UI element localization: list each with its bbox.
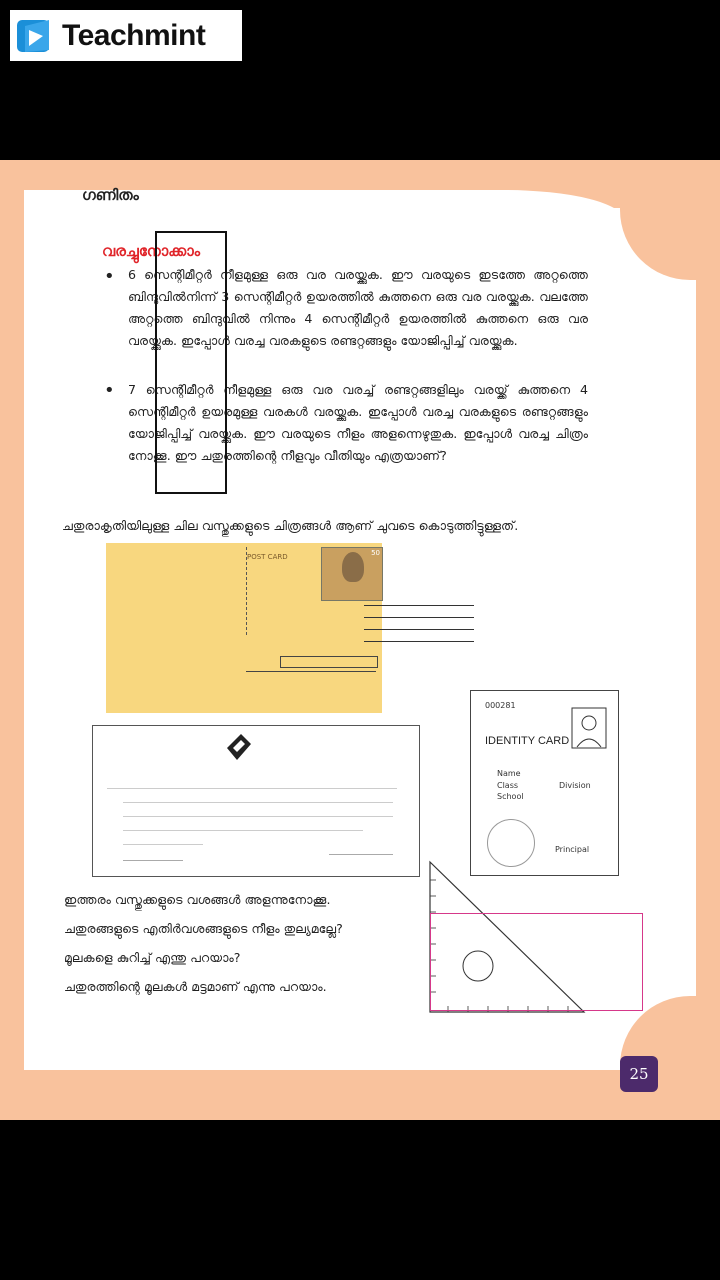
id-division-label: Division: [559, 781, 591, 790]
id-title: IDENTITY CARD: [485, 735, 570, 747]
subject-heading: ഗണിതം: [82, 186, 139, 204]
brand-name: Teachmint: [62, 18, 206, 52]
stamp-value: 50: [371, 549, 380, 557]
postcard-image: [106, 543, 382, 713]
bullet-dot: •: [104, 380, 115, 401]
id-number: 000281: [485, 701, 516, 710]
identity-card-image: [470, 690, 619, 876]
bullet-dot: •: [104, 266, 115, 287]
bullet-text-2: 7 സെന്റിമീറ്റർ നീളമുള്ള ഒരു വര വരച്ച് രണ്ടറ്റങ്ങളിലും വരയ്ക്ക് കുത്തനെ 4 സെന്റിമീറ്റർ ഉയരമുള്ള വരകൾ വരയ്ക്കുക. ഇപ്പോൾ വരച്ച വരകളുടെ രണ്ടറ്റങ്ങളും യോജിപ്പിച്ച് വരയ്ക്കുക. ഈ വരയുടെ നീളം അളന്നെഴുതുക. ഇപ്പോൾ വരച്ച ചിത്രം നോക്കൂ. ഈ ചതുരത്തിന്റെ നീളവും വീതിയും എത്രയാണ്?: [128, 382, 588, 463]
emblem-icon: [221, 730, 257, 766]
bullet-text-1: 6 സെന്റിമീറ്റർ നീളമുള്ള ഒരു വര വരയ്ക്കുക. ഈ വരയുടെ ഇടത്തേ അറ്റത്തെ ബിന്ദുവിൽനിന്ന് 3 സെന്റിമീറ്റർ ഉയരത്തിൽ കുത്തനെ ഒരു വര വരയ്ക്കുക. വലത്തേ അറ്റത്തെ ബിന്ദുവിൽ നിന്നും 4 സെന്റിമീറ്റർ ഉയരത്തിൽ കുത്തനെ ഒരു വര വരയ്ക്കുക. ഇപ്പോൾ വരച്ച വരകളുടെ രണ്ടറ്റങ്ങളും യോജിപ്പിച്ച് വരയ്ക്കുക.: [128, 267, 588, 348]
id-name-label: Name: [497, 769, 521, 778]
id-principal-label: Principal: [555, 845, 590, 854]
highlight-box: [155, 231, 227, 494]
intro-text: ചതുരാകൃതിയിലുള്ള ചില വസ്തുക്കളുടെ ചിത്രങ്ങൾ ആണ് ചുവടെ കൊടുത്തിട്ടുള്ളത്.: [62, 518, 519, 533]
page-number: 25: [620, 1056, 658, 1092]
section-title: വരച്ചുനോക്കാം: [102, 242, 201, 260]
postcard-label: POST CARD: [247, 553, 288, 561]
pincode-boxes: [280, 656, 378, 668]
question-1: ഇത്തരം വസ്തുക്കളുടെ വശങ്ങൾ അളന്നുനോക്കൂ.: [64, 892, 331, 907]
id-class-label: Class: [497, 781, 519, 790]
id-school-label: School: [497, 792, 524, 801]
stamp-image: [321, 547, 383, 601]
envelope-image: [92, 725, 420, 877]
teachmint-logo-icon: [15, 16, 55, 56]
pink-highlight-box: [430, 913, 643, 1011]
question-4: ചതുരത്തിന്റെ മൂലകൾ മട്ടമാണ് എന്നു പറയാം.: [64, 979, 327, 994]
portrait-icon: [571, 707, 607, 749]
question-2: ചതുരങ്ങളുടെ എതിർവശങ്ങളുടെ നീളം തുല്യമല്ലേ?: [64, 921, 343, 936]
teachmint-logo: [10, 10, 242, 61]
question-3: മൂലകളെ കുറിച്ച് എന്തു പറയാം?: [64, 950, 241, 965]
